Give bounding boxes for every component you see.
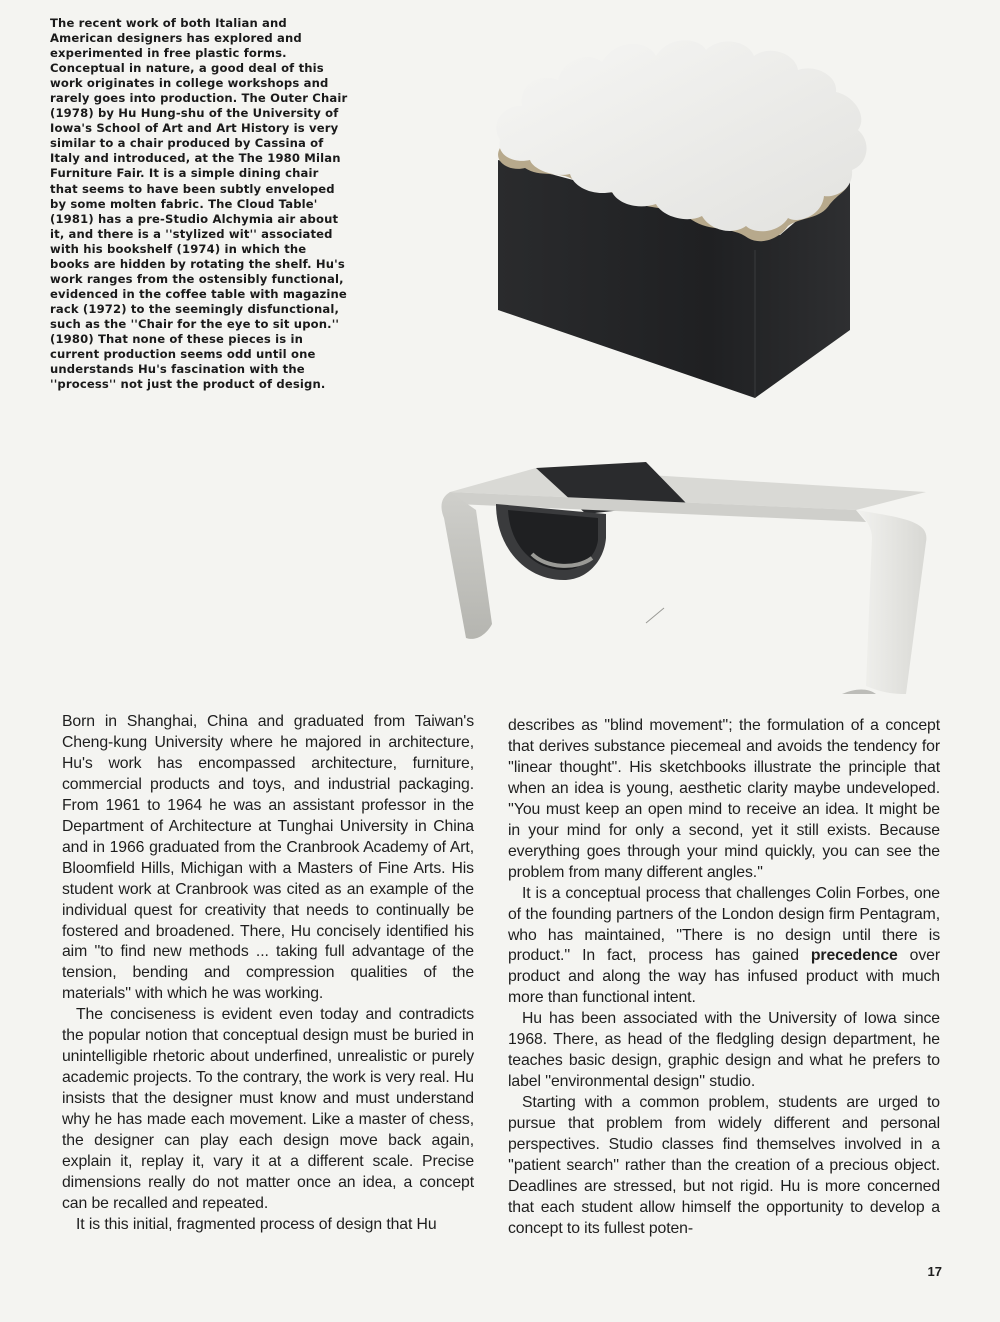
paragraph: describes as ''blind movement''; the formulation of a concept that derives substance piecemeal and avoids the tendency for ''linear thought''. His sketchbooks illustrate the principle that when an idea is young, aesthetic clarity maybe undeveloped. ''You must keep an open mind to receive an idea. It might be in your mind for only a second, yet it still exists. Because everything goes through your mind quickly, you can see the problem from many different angles.'' — [508, 717, 940, 881]
photo-caption: The recent work of both Italian and American designers has explored and experimented in free plastic forms. Conceptual in nature, a good deal of this work originates in college workshops and rarely goes into production. The Outer Chair (1978) by Hu Hung-shu of the University of Iowa's School of Art and Art History is very similar to a chair produced by Cassina of Italy and introduced, at the The 1980 Milan Furniture Fair. It is a simple dining chair that seems to have been subtly enveloped by some molten fabric. The Cloud Table' (1981) has a pre-Studio Alchymia air about it, and there is a ''stylized wit'' associated with his bookshelf (1974) in which the books are hidden by rotating the shelf. Hu's work ranges from the ostensibly functional, evidenced in the coffee table with magazine rack (1972) to the seemingly disfunctional, such as the ''Chair for the eye to sit upon.'' (1980) That none of these pieces is in current production seems odd until one understands Hu's fascination with the ''process'' not just the product of design. — [50, 16, 348, 392]
paragraph: Born in Shanghai, China and graduated from Taiwan's Cheng-kung University where he majored in architecture, Hu's work has encompassed architecture, furniture, commercial products and toys, and industrial packaging. From 1961 to 1964 he was an assistant professor in the Department of Architecture at Tunghai University in China and in 1966 graduated from the Cranbrook Academy of Art, Bloomfield Hills, Michigan with a Masters of Fine Arts. His student work at Cranbrook was cited as an example of the individual quest for creativity that needs to continually be fostered and broadened. There, Hu concisely identified his aim ''to find new methods ... taking full advantage of the tension, bending and compression qualities of the materials'' with which he was working. — [62, 713, 474, 1003]
paragraph: It is this initial, fragmented process of design that Hu — [76, 1215, 437, 1233]
coffee-table-with-magazine-rack-photo — [436, 458, 932, 694]
body-text-left-column — [62, 712, 474, 1236]
text-run: over product and along the way has infused product with much more than functional intent. — [508, 947, 940, 1007]
paragraph — [508, 884, 940, 1010]
bold-word: precedence — [810, 947, 898, 965]
page-number: 17 — [927, 1264, 942, 1279]
paragraph: Starting with a common problem, students are urged to pursue that problem from widely different and personal perspectives. Studio classes find themselves involved in a ''patient search'' rather than the creation of a precious object. Deadlines are stressed, but not rigid. Hu is more concerned that each student allow himself the opportunity to develop a concept to its fullest poten- — [508, 1094, 940, 1237]
paragraph: The conciseness is evident even today and contradicts the popular notion that conceptual design must be buried in unintelligible rhetoric about underfined, unrealistic or purely academic projects. To the contrary, the work is very real. Hu insists that the designer must know and must understand why he has made each movement. Like a master of chess, the designer can play each design move back again, explain it, replay it, vary it at a different scale. Precise dimensions really do not matter once an idea, a concept can be recalled and repeated. — [62, 1006, 474, 1212]
text-run: It is a conceptual process that challenges Colin Forbes, one of the founding partners of the London design firm Pentagram, who has maintained, ''There is no design until there is product.'' In fact, process has gained — [508, 884, 940, 965]
paragraph: Hu has been associated with the University of Iowa since 1968. There, as head of the fledgling design department, he teaches basic design, graphic design and what he prefers to label ''environmental design'' studio. — [508, 1010, 940, 1091]
body-text-right-column — [508, 716, 940, 1240]
cloud-table-photo — [470, 20, 880, 400]
